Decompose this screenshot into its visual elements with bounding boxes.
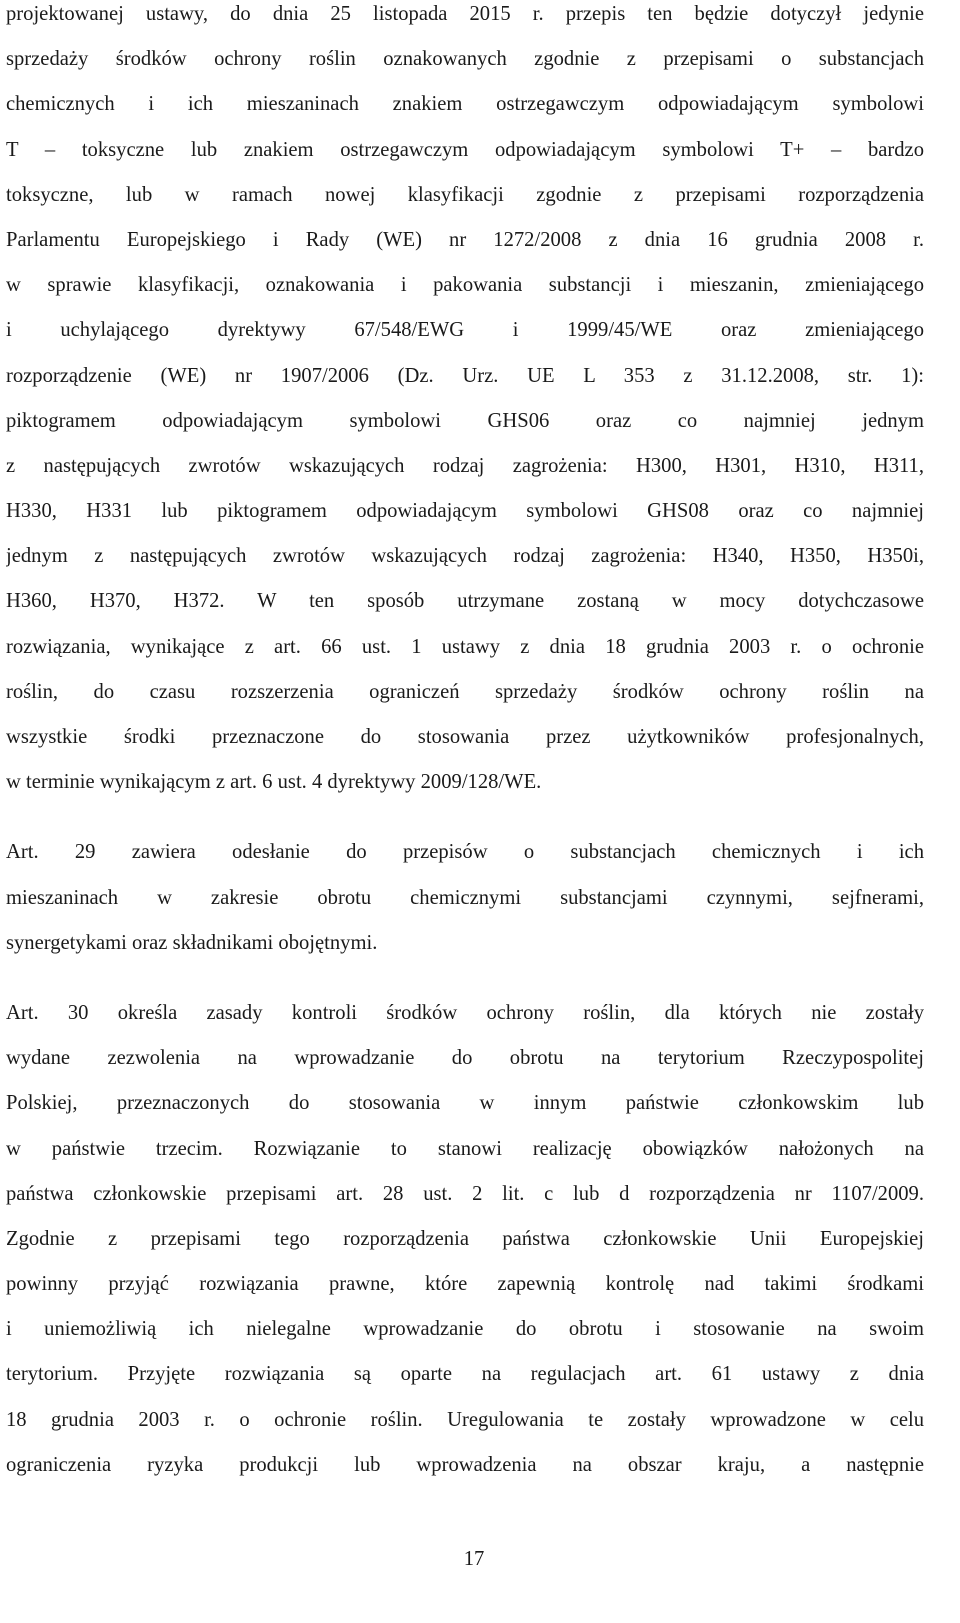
text-line: roślin, do czasu rozszerzenia ograniczeń sprzedaży środków ochrony roślin na [6, 680, 924, 703]
text-line: terytorium. Przyjęte rozwiązania są oparte na regulacjach art. 61 ustawy z dnia [6, 1363, 924, 1386]
text-line: Art. 30 określa zasady kontroli środków ochrony roślin, dla których nie zostały [6, 1001, 924, 1024]
text-line: wydane zezwolenia na wprowadzanie do obrotu na terytorium Rzeczypospolitej [6, 1047, 924, 1070]
text-line: w sprawie klasyfikacji, oznakowania i pakowania substancji i mieszanin, zmieniającego [6, 274, 924, 297]
text-line: wszystkie środki przeznaczone do stosowania przez użytkowników profesjonalnych, [6, 726, 924, 748]
text-line: jednym z następujących zwrotów wskazujących rodzaj zagrożenia: H340, H350, H350i, [6, 545, 924, 568]
text-line: ograniczenia ryzyka produkcji lub wprowadzenia na obszar kraju, a następnie [6, 1453, 924, 1476]
text-line: powinny przyjąć rozwiązania prawne, które zapewnią kontrolę nad takimi środkami [6, 1273, 924, 1296]
text-line: chemicznych i ich mieszaninach znakiem ostrzegawczym odpowiadającym symbolowi [6, 93, 924, 116]
body-text [6, 0, 924, 1488]
text-line: i uniemożliwią ich nielegalne wprowadzanie do obrotu i stosowanie na swoim [6, 1318, 924, 1341]
text-line: projektowanej ustawy, do dnia 25 listopada 2015 r. przepis ten będzie dotyczył jedynie [6, 3, 924, 25]
text-line: Zgodnie z przepisami tego rozporządzenia państwa członkowskie Unii Europejskiej [6, 1227, 924, 1250]
text-line: rozwiązania, wynikające z art. 66 ust. 1 ustawy z dnia 18 grudnia 2003 r. o ochronie [6, 635, 924, 658]
paragraph [6, 0, 924, 805]
page-number: 17 [463, 1548, 485, 1570]
paragraph [6, 991, 924, 1488]
text-line: z następujących zwrotów wskazujących rodzaj zagrożenia: H300, H301, H310, H311, [6, 454, 924, 477]
paragraph-spacing [6, 805, 924, 830]
text-line: mieszaninach w zakresie obrotu chemicznymi substancjami czynnymi, sejfnerami, [6, 886, 924, 909]
text-line: w państwie trzecim. Rozwiązanie to stanowi realizację obowiązków nałożonych na [6, 1137, 924, 1160]
text-line: piktogramem odpowiadającym symbolowi GHS06 oraz co najmniej jednym [6, 409, 924, 432]
text-line: Parlamentu Europejskiego i Rady (WE) nr 1272/2008 z dnia 16 grudnia 2008 r. [6, 228, 924, 251]
text-line: Polskiej, przeznaczonych do stosowania w innym państwie członkowskim lub [6, 1092, 924, 1115]
paragraph [6, 830, 924, 966]
text-line: synergetykami oraz składnikami obojętnymi. [6, 931, 378, 954]
text-line: państwa członkowskie przepisami art. 28 ust. 2 lit. c lub d rozporządzenia nr 1107/2009. [6, 1182, 924, 1205]
text-line: toksyczne, lub w ramach nowej klasyfikacji zgodnie z przepisami rozporządzenia [6, 183, 924, 206]
paragraph-spacing [6, 966, 924, 991]
text-line: i uchylającego dyrektywy 67/548/EWG i 1999/45/WE oraz zmieniającego [6, 319, 924, 342]
text-line: sprzedaży środków ochrony roślin oznakowanych zgodnie z przepisami o substancjach [6, 48, 924, 71]
text-line: H330, H331 lub piktogramem odpowiadającym symbolowi GHS08 oraz co najmniej [6, 500, 924, 523]
text-line: rozporządzenie (WE) nr 1907/2006 (Dz. Urz. UE L 353 z 31.12.2008, str. 1): [6, 364, 924, 387]
text-line: Art. 29 zawiera odesłanie do przepisów o substancjach chemicznych i ich [6, 841, 924, 864]
text-line: T – toksyczne lub znakiem ostrzegawczym odpowiadającym symbolowi T+ – bardzo [6, 138, 924, 161]
text-line: H360, H370, H372. W ten sposób utrzymane zostaną w mocy dotychczasowe [6, 590, 924, 613]
text-line: 18 grudnia 2003 r. o ochronie roślin. Uregulowania te zostały wprowadzone w celu [6, 1408, 924, 1431]
text-line: w terminie wynikającym z art. 6 ust. 4 dyrektywy 2009/128/WE. [6, 771, 542, 794]
